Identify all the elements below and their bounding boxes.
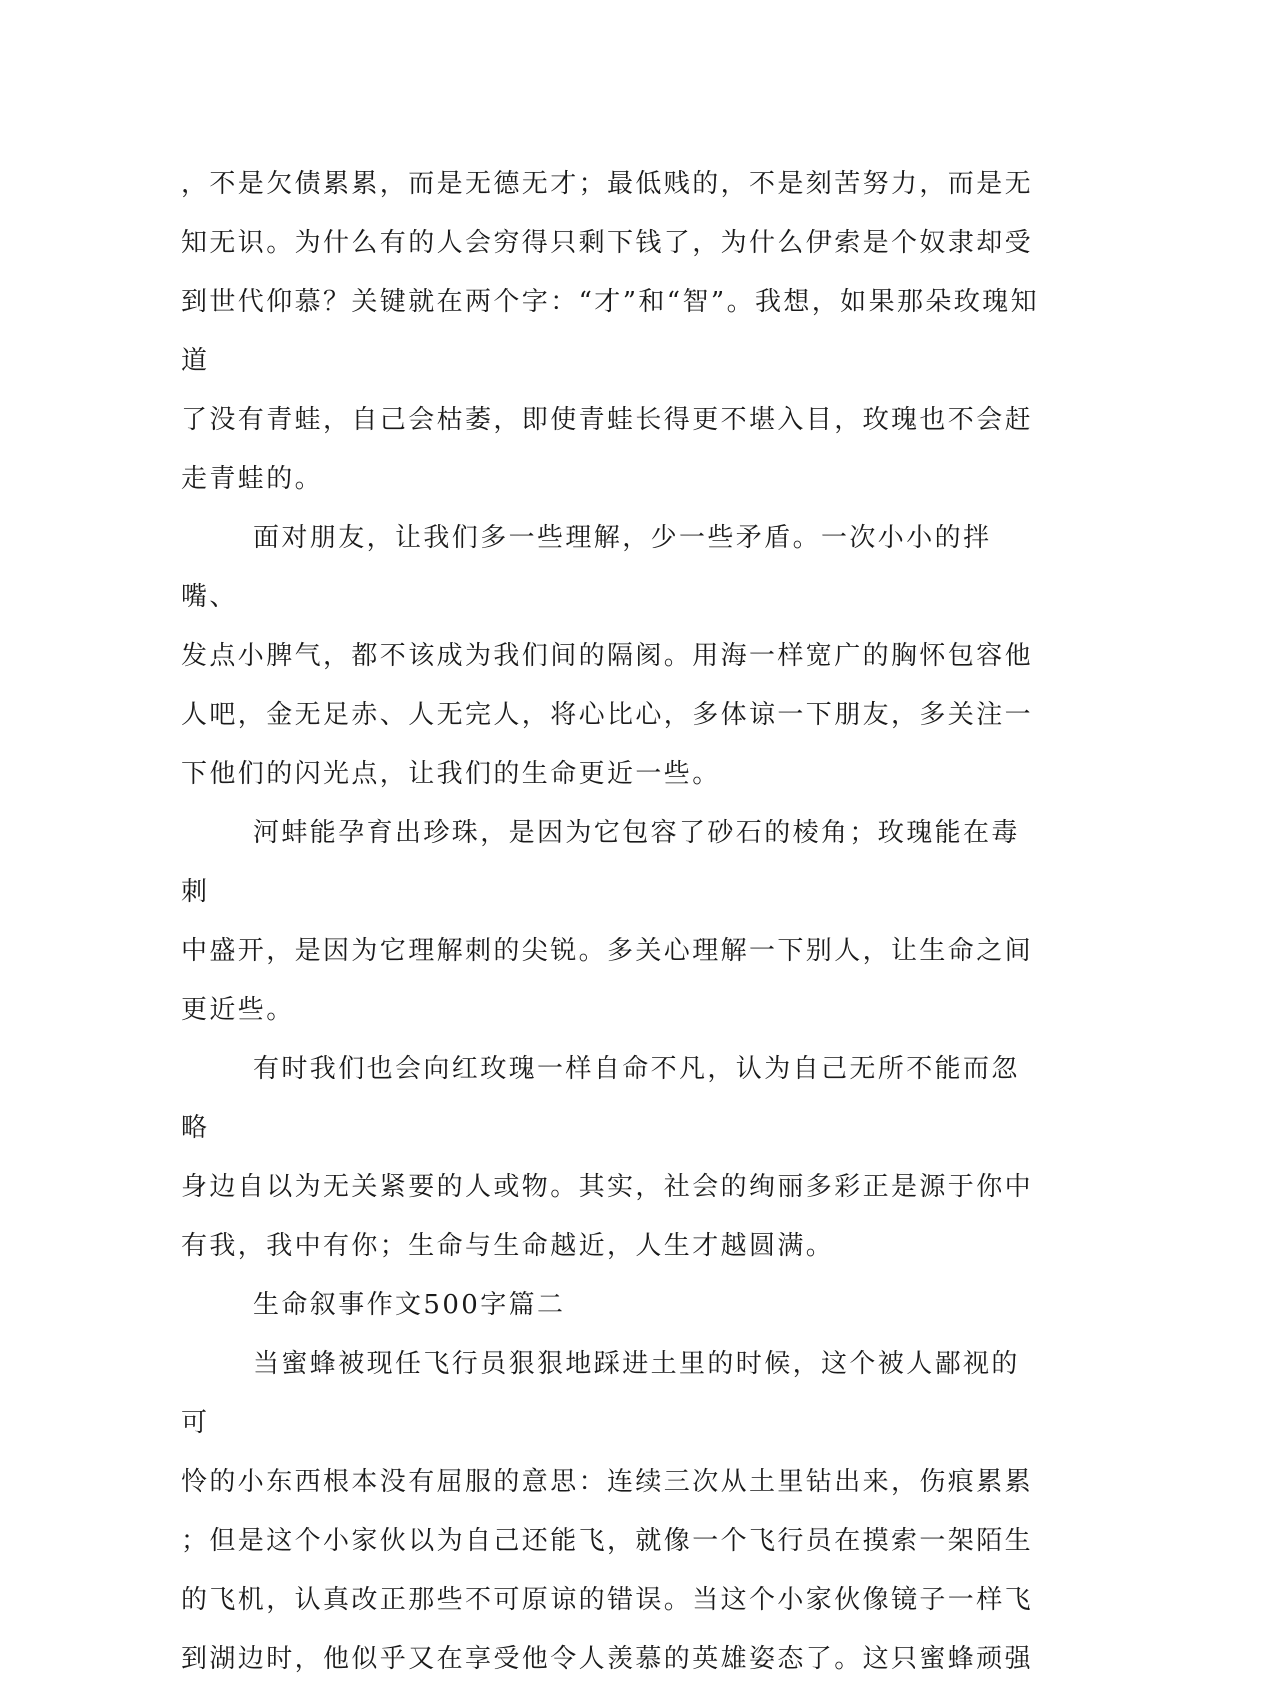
text-line: 面对朋友，让我们多一些理解，少一些矛盾。一次小小的拌嘴、	[181, 523, 992, 612]
text-line: 有时我们也会向红玫瑰一样自命不凡，认为自己无所不能而忽略	[181, 1054, 1020, 1143]
text-line: 的飞机，认真改正那些不可原谅的错误。当这个小家伙像镜子一样飞	[181, 1585, 1034, 1615]
text-line: 知无识。为什么有的人会穷得只剩下钱了，为什么伊索是个奴隶却受	[181, 228, 1034, 258]
paragraph-2	[181, 509, 1041, 804]
text-line: 到湖边时，他似乎又在享受他令人羡慕的英雄姿态了。这只蜜蜂顽强	[181, 1644, 1034, 1674]
text-line: ，不是欠债累累，而是无德无才；最低贱的，不是刻苦努力，而是无	[181, 169, 1034, 199]
paragraph-1	[181, 155, 1041, 509]
paragraph-3	[181, 804, 1041, 1040]
text-line: 人吧，金无足赤、人无完人，将心比心，多体谅一下朋友，多关注一	[181, 700, 1034, 730]
text-line: ；但是这个小家伙以为自己还能飞，就像一个飞行员在摸索一架陌生	[181, 1526, 1034, 1556]
text-line: 到世代仰慕？关键就在两个字：“才”和“智”。我想，如果那朵玫瑰知道	[181, 287, 1039, 376]
heading-text: 生命叙事作文500字篇二	[253, 1290, 566, 1320]
text-line: 中盛开，是因为它理解刺的尖锐。多关心理解一下别人，让生命之间	[181, 936, 1034, 966]
text-line: 怜的小东西根本没有屈服的意思：连续三次从土里钻出来，伤痕累累	[181, 1467, 1034, 1497]
text-line: 有我，我中有你；生命与生命越近，人生才越圆满。	[181, 1231, 835, 1261]
paragraph-5	[181, 1335, 1041, 1689]
text-line: 了没有青蛙，自己会枯萎，即使青蛙长得更不堪入目，玫瑰也不会赶	[181, 405, 1034, 435]
section-heading	[181, 1276, 1041, 1335]
text-line: 发点小脾气，都不该成为我们间的隔阂。用海一样宽广的胸怀包容他	[181, 641, 1034, 671]
text-line: 走青蛙的。	[181, 464, 324, 494]
text-line: 下他们的闪光点，让我们的生命更近一些。	[181, 759, 721, 789]
text-line: 当蜜蜂被现任飞行员狠狠地踩进土里的时候，这个被人鄙视的可	[181, 1349, 1020, 1438]
text-line: 身边自以为无关紧要的人或物。其实，社会的绚丽多彩正是源于你中	[181, 1172, 1034, 1202]
article-body	[181, 155, 1041, 1689]
paragraph-4	[181, 1040, 1041, 1276]
text-line: 河蚌能孕育出珍珠，是因为它包容了砂石的棱角；玫瑰能在毒刺	[181, 818, 1020, 907]
text-line: 更近些。	[181, 995, 295, 1025]
